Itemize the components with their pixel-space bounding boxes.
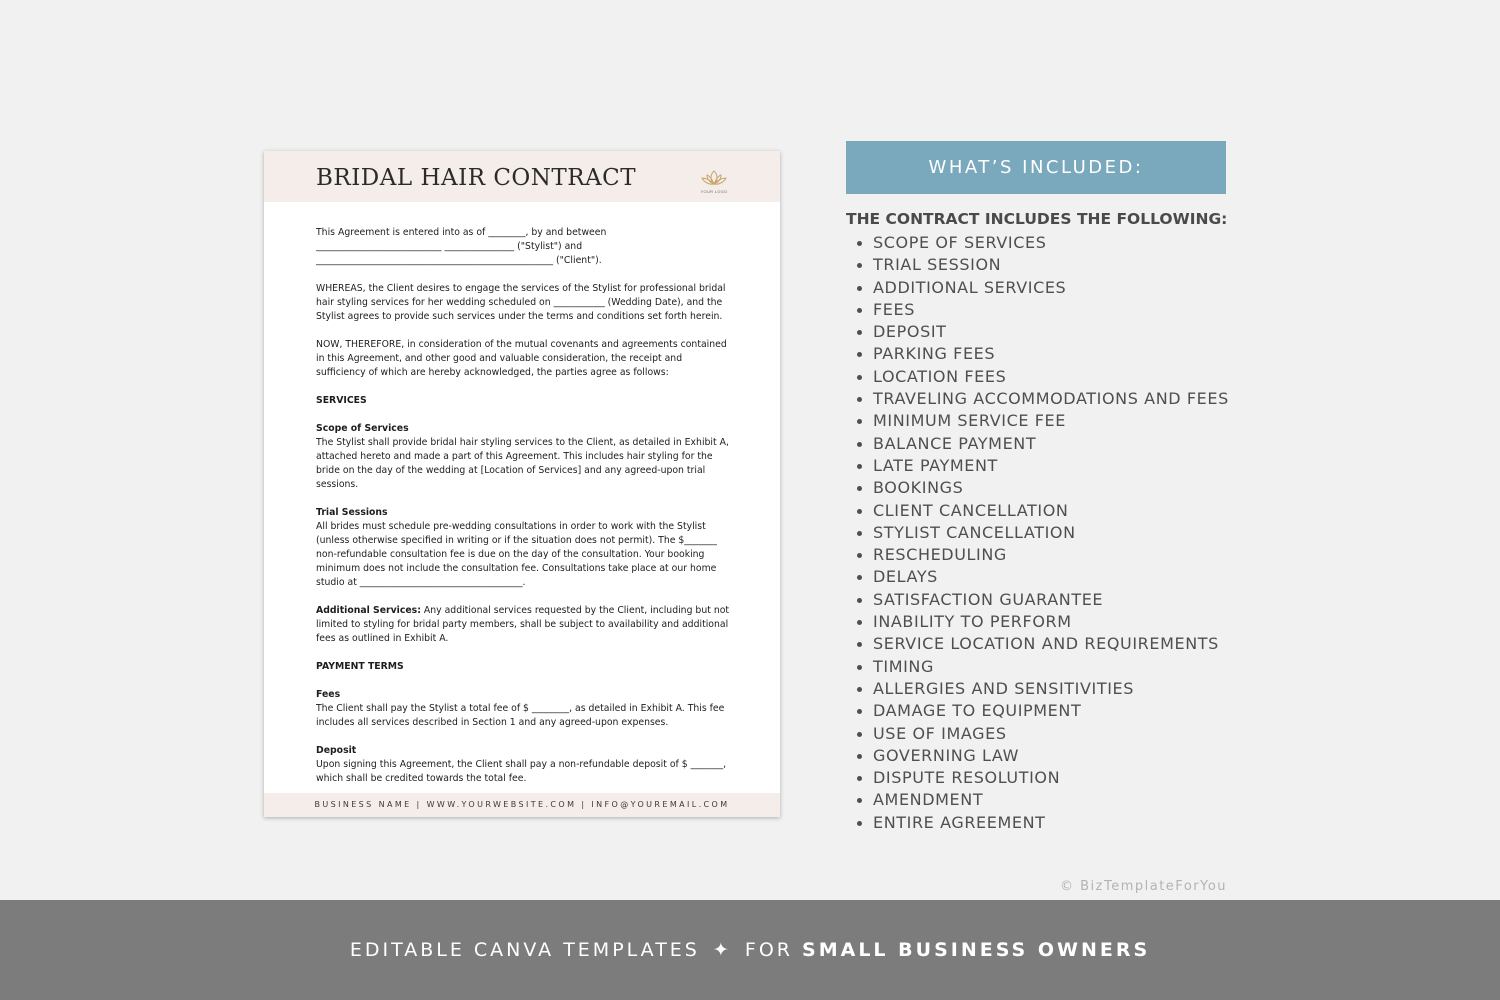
lotus-logo bbox=[696, 169, 732, 195]
list-item: FEES bbox=[848, 299, 1229, 321]
list-item: LOCATION FEES bbox=[848, 366, 1229, 388]
list-item: BALANCE PAYMENT bbox=[848, 433, 1229, 455]
fees-text: The Client shall pay the Stylist a total fee of $ ________, as detailed in Exhibit A. This fee includes all services described in Section 1 and any agreed-upon expenses. bbox=[316, 703, 725, 728]
trial-section bbox=[316, 506, 730, 590]
logo-caption: YOUR LOGO bbox=[700, 189, 728, 194]
list-item: MINIMUM SERVICE FEE bbox=[848, 410, 1229, 432]
list-item: SERVICE LOCATION AND REQUIREMENTS bbox=[848, 633, 1229, 655]
whats-included-banner: WHAT’S INCLUDED: bbox=[846, 141, 1226, 194]
list-item: TIMING bbox=[848, 656, 1229, 678]
list-item: DEPOSIT bbox=[848, 321, 1229, 343]
intro-paragraph: This Agreement is entered into as of ________, by and between ___________________________ _______________ ("Stylist") and ___________________________________________________ ("Client"). bbox=[316, 227, 607, 266]
additional-text: Any additional services requested by the Client, including but not limited to styling for bridal party members, shall be subject to availability and additional fees as outlined in Exhibit A. bbox=[316, 605, 730, 644]
scope-heading: Scope of Services bbox=[316, 423, 409, 434]
whereas-paragraph: WHEREAS, the Client desires to engage the services of the Stylist for professional bridal hair styling services for her wedding scheduled on ___________ (Wedding Date), and the Stylist agrees to provide such services under the terms and conditions set forth herein. bbox=[316, 283, 726, 322]
deposit-text: Upon signing this Agreement, the Client shall pay a non-refundable deposit of $ _______, which shall be credited towards the total fee. bbox=[316, 759, 727, 784]
list-item: DISPUTE RESOLUTION bbox=[848, 767, 1229, 789]
list-item: DAMAGE TO EQUIPMENT bbox=[848, 700, 1229, 722]
banner-text-editable: EDITABLE CANVA TEMPLATES bbox=[349, 939, 700, 961]
document-title: BRIDAL HAIR CONTRACT bbox=[316, 165, 637, 191]
list-item: USE OF IMAGES bbox=[848, 723, 1229, 745]
list-item: INABILITY TO PERFORM bbox=[848, 611, 1229, 633]
scope-text: The Stylist shall provide bridal hair styling services to the Client, as detailed in Exhibit A, attached hereto and made a part of this Agreement. This includes hair styling for the bride on the day of the wedding at [Location of Services] and any agreed-upon trial sessions. bbox=[316, 437, 729, 490]
additional-heading: Additional Services: bbox=[316, 605, 421, 616]
deposit-section bbox=[316, 744, 730, 786]
list-item: SCOPE OF SERVICES bbox=[848, 232, 1229, 254]
list-item: TRIAL SESSION bbox=[848, 254, 1229, 276]
bottom-banner bbox=[0, 900, 1500, 1000]
document-body bbox=[316, 226, 730, 800]
services-heading: SERVICES bbox=[316, 395, 367, 406]
now-therefore-paragraph: NOW, THEREFORE, in consideration of the mutual covenants and agreements contained in this Agreement, and other good and valuable consideration, the receipt and sufficiency of which are hereby acknowledged, the parties agree as follows: bbox=[316, 339, 727, 378]
list-item: TRAVELING ACCOMMODATIONS AND FEES bbox=[848, 388, 1229, 410]
list-item: BOOKINGS bbox=[848, 477, 1229, 499]
list-item: CLIENT CANCELLATION bbox=[848, 500, 1229, 522]
list-item: PARKING FEES bbox=[848, 343, 1229, 365]
list-item: STYLIST CANCELLATION bbox=[848, 522, 1229, 544]
list-item: DELAYS bbox=[848, 566, 1229, 588]
scope-section bbox=[316, 422, 730, 492]
trial-text: All brides must schedule pre-wedding consultations in order to work with the Stylist (unless otherwise specified in writing or if the situation does not permit). The $_______ non-refundable consultation fee is due on the day of the consultation. Your booking minimum does not include the consultation fee. Consultations take place at our home studio at ___________________________________. bbox=[316, 521, 717, 588]
includes-heading: THE CONTRACT INCLUDES THE FOLLOWING: bbox=[846, 210, 1228, 228]
payment-terms-heading: PAYMENT TERMS bbox=[316, 661, 404, 672]
includes-list bbox=[848, 232, 1229, 834]
list-item: AMENDMENT bbox=[848, 789, 1229, 811]
banner-text-for: FOR bbox=[744, 939, 793, 961]
fees-section bbox=[316, 688, 730, 730]
deposit-heading: Deposit bbox=[316, 745, 357, 756]
lotus-icon bbox=[701, 169, 727, 188]
sparkle-icon: ✦ bbox=[712, 939, 732, 961]
list-item: GOVERNING LAW bbox=[848, 745, 1229, 767]
list-item: SATISFACTION GUARANTEE bbox=[848, 589, 1229, 611]
fees-heading: Fees bbox=[316, 689, 341, 700]
banner-text-owners: SMALL BUSINESS OWNERS bbox=[802, 939, 1151, 961]
trial-heading: Trial Sessions bbox=[316, 507, 388, 518]
list-item: ENTIRE AGREEMENT bbox=[848, 812, 1229, 834]
list-item: LATE PAYMENT bbox=[848, 455, 1229, 477]
list-item: ADDITIONAL SERVICES bbox=[848, 277, 1229, 299]
document-footer: BUSINESS NAME | WWW.YOURWEBSITE.COM | INFO@YOUREMAIL.COM bbox=[264, 793, 780, 817]
document-header bbox=[264, 151, 780, 202]
copyright-text: © BizTemplateForYou bbox=[1060, 879, 1228, 894]
list-item: RESCHEDULING bbox=[848, 544, 1229, 566]
list-item: ALLERGIES AND SENSITIVITIES bbox=[848, 678, 1229, 700]
contract-page bbox=[264, 151, 780, 817]
additional-section bbox=[316, 604, 730, 646]
